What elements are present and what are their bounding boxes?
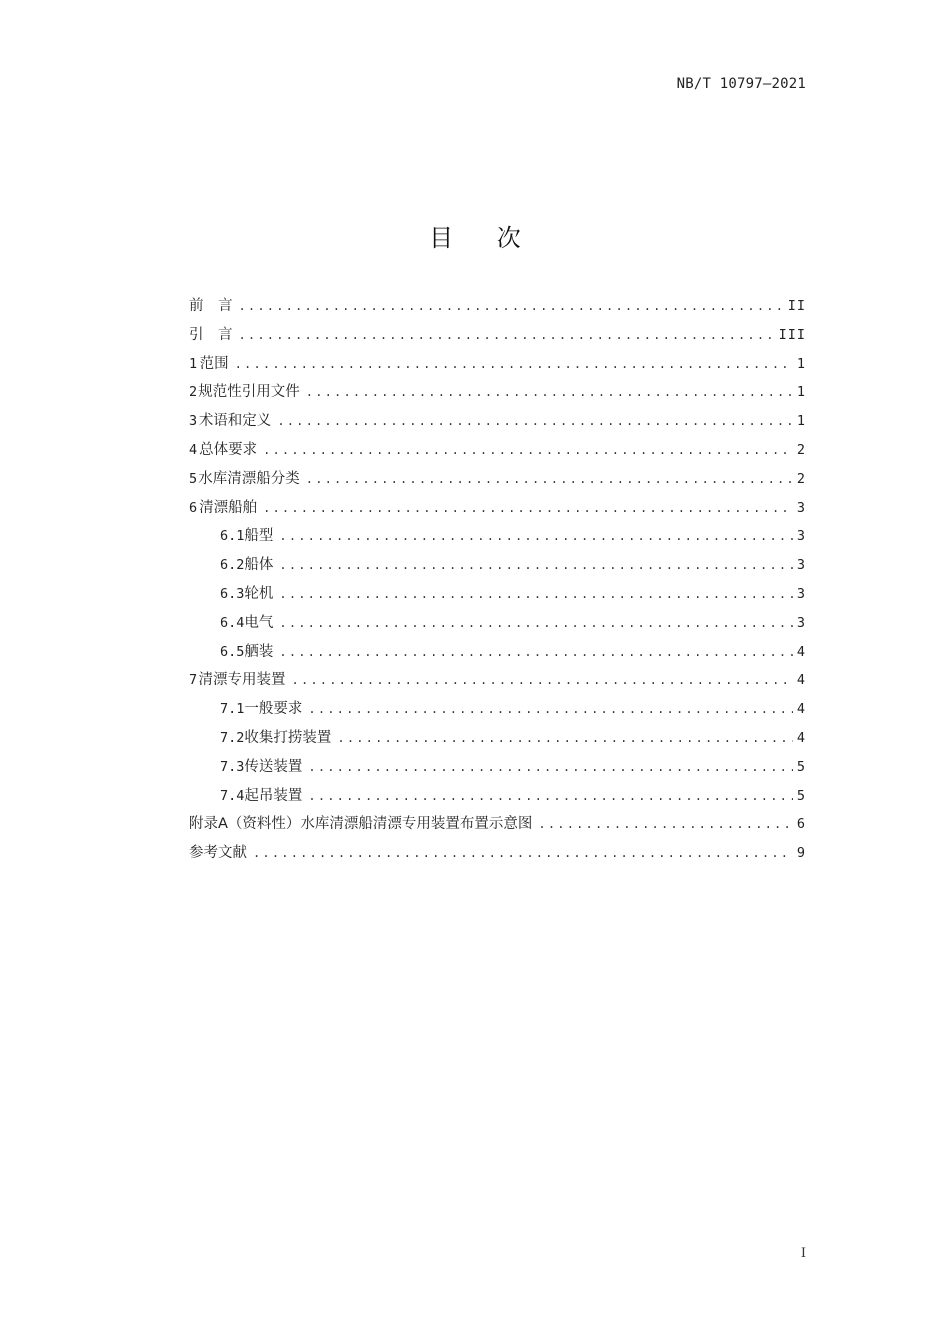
toc-entry-page: II	[787, 298, 806, 314]
toc-entry[interactable]	[189, 753, 806, 782]
toc-entry[interactable]	[189, 465, 806, 494]
toc-entry-page: 3	[796, 614, 806, 631]
toc-entry-number: 6.1	[220, 528, 245, 545]
toc-entry-label: 术语和定义	[198, 413, 272, 430]
toc-entry-number: 7.1	[220, 701, 245, 718]
standard-code: NB/T 10797—2021	[676, 76, 806, 92]
toc-entry-label: 电气	[244, 614, 274, 631]
toc-entry-page: 9	[796, 845, 806, 862]
toc-entry-number: 7	[189, 672, 198, 689]
toc-entry[interactable]	[189, 407, 806, 436]
toc-entry[interactable]	[189, 638, 806, 667]
toc-entry-page: 5	[796, 758, 806, 775]
toc-entry-number: 7.4	[220, 787, 245, 804]
toc-entry-page: 3	[796, 557, 806, 574]
toc-entry-number: 6.5	[220, 643, 245, 660]
toc-entry[interactable]	[189, 666, 806, 695]
toc-dot-leader	[279, 522, 792, 551]
toc-dot-leader	[306, 465, 793, 494]
toc-entry[interactable]	[189, 609, 806, 638]
toc-entry[interactable]	[189, 839, 806, 868]
toc-entry-number: 5	[189, 470, 198, 487]
toc-dot-leader	[277, 407, 793, 436]
toc-entry[interactable]	[189, 494, 806, 523]
toc-entry-label: 舾装	[244, 643, 274, 660]
toc-entry[interactable]	[189, 436, 806, 465]
toc-entry-page: 6	[796, 816, 806, 833]
toc-entry-number: 6	[189, 499, 198, 516]
toc-entry-number: 3	[189, 413, 198, 430]
toc-entry-page: 2	[796, 441, 806, 458]
toc-entry-label: 清漂专用装置	[198, 672, 286, 689]
toc-entry-number: 6.3	[220, 585, 245, 602]
toc-entry-number: 2	[189, 384, 198, 401]
toc-dot-leader	[538, 810, 792, 839]
toc-entry[interactable]	[189, 321, 806, 350]
toc-entry-page: III	[778, 326, 806, 343]
toc-entry-label: 一般要求	[244, 701, 303, 718]
toc-entry[interactable]	[189, 724, 806, 753]
toc-entry-label: 收集打捞装置	[244, 729, 332, 746]
toc-entry-number: 1	[189, 355, 198, 372]
toc-dot-leader	[308, 753, 792, 782]
toc-entry-page: 3	[796, 585, 806, 602]
toc-entry-number: 7.3	[220, 758, 245, 775]
toc-entry-label: 范围	[199, 355, 229, 372]
toc-entry-page: 1	[796, 355, 806, 372]
toc-dot-leader	[235, 350, 793, 379]
toc-dot-leader	[239, 321, 775, 350]
toc-entry-number: 6.2	[220, 557, 245, 574]
toc-dot-leader	[253, 839, 793, 868]
toc-dot-leader	[263, 494, 793, 523]
toc-entry-page: 4	[796, 729, 806, 746]
toc-entry[interactable]	[189, 551, 806, 580]
toc-entry[interactable]	[189, 292, 806, 321]
page-number: I	[800, 1246, 806, 1261]
toc-entry-label: 清漂船舶	[199, 499, 258, 516]
toc-entry-label: 船体	[244, 557, 274, 574]
toc-entry[interactable]	[189, 695, 806, 724]
toc-entry-number: 4	[189, 441, 198, 458]
toc-dot-leader	[279, 638, 792, 667]
toc-entry-label: 引 言	[189, 326, 233, 343]
toc-entry[interactable]	[189, 580, 806, 609]
toc-entry[interactable]	[189, 378, 806, 407]
toc-dot-leader	[308, 695, 792, 724]
toc-dot-leader	[279, 580, 792, 609]
toc-dot-leader	[308, 782, 792, 811]
toc-entry-label: 规范性引用文件	[198, 384, 300, 401]
toc-entry-page: 1	[796, 384, 806, 401]
toc-dot-leader	[337, 724, 792, 753]
toc-entry-page: 4	[796, 701, 806, 718]
toc-entry-label: 起吊装置	[244, 787, 303, 804]
toc-entry-label: 船型	[244, 528, 274, 545]
toc-entry[interactable]	[189, 350, 806, 379]
toc-entry-page: 3	[796, 499, 806, 516]
toc-dot-leader	[279, 609, 792, 638]
toc-entry-label: 传送装置	[244, 758, 303, 775]
toc-entry-number: 7.2	[220, 729, 245, 746]
toc-entry-page: 4	[796, 672, 806, 689]
toc-entry-label: 水库清漂船分类	[198, 470, 300, 487]
toc-dot-leader	[306, 378, 793, 407]
toc-entry-page: 3	[796, 528, 806, 545]
toc-entry-label: 附录A（资料性）水库清漂船清漂专用装置布置示意图	[189, 816, 533, 833]
toc-entry-page: 5	[796, 787, 806, 804]
table-of-contents	[189, 292, 806, 868]
toc-entry-label: 前 言	[189, 298, 233, 314]
toc-dot-leader	[263, 436, 793, 465]
toc-entry-label: 参考文献	[189, 845, 247, 862]
toc-entry-page: 2	[796, 470, 806, 487]
toc-entry[interactable]	[189, 810, 806, 839]
toc-entry[interactable]	[189, 782, 806, 811]
page-title: 目 次	[429, 224, 539, 252]
toc-dot-leader	[239, 292, 784, 321]
toc-entry-label: 轮机	[244, 585, 274, 602]
toc-entry-page: 1	[796, 413, 806, 430]
toc-entry-number: 6.4	[220, 614, 245, 631]
toc-dot-leader	[279, 551, 792, 580]
toc-entry-label: 总体要求	[199, 441, 258, 458]
toc-entry[interactable]	[189, 522, 806, 551]
toc-dot-leader	[292, 666, 793, 695]
toc-entry-page: 4	[796, 643, 806, 660]
